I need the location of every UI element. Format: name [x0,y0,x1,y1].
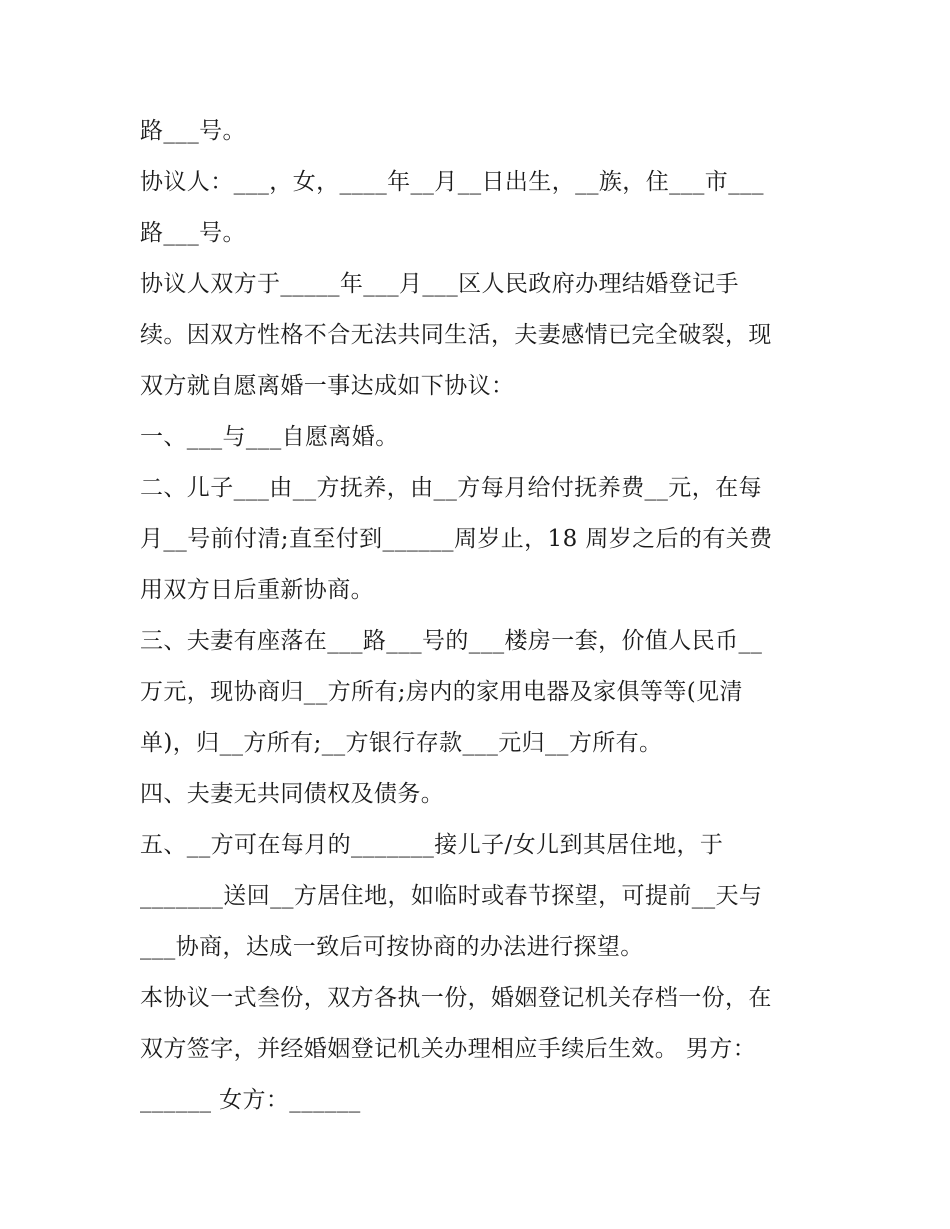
clause-4: 四、夫妻无共同债权及债务。 [140,781,445,807]
text-line: 续。因双方性格不合无法共同生活，夫妻感情已完全破裂，现 [140,322,772,348]
clause-2: 二、儿子___由__方抚养，由__方每月给付抚养费__元，在每 [140,475,762,501]
text-line: 路___号。 [140,220,246,246]
text-line: 双方签字，并经婚姻登记机关办理相应手续后生效。 男方： [140,1036,757,1062]
text-line: 协议人双方于_____年___月___区人民政府办理结婚登记手 [140,271,739,297]
clause-3: 三、夫妻有座落在___路___号的___楼房一套，价值人民币__ [140,628,763,654]
text-line: 协议人：___，女，____年__月__日出生，__族，住___市___ [140,169,764,195]
text-line: 双方就自愿离婚一事达成如下协议： [140,373,515,399]
text-line: 单)，归__方所有;__方银行存款___元归__方所有。 [140,730,663,756]
text-line: 用双方日后重新协商。 [140,577,374,603]
text-line: 路___号。 [140,118,246,144]
agreement-text [140,106,830,1126]
clause-1: 一、___与___自愿离婚。 [140,424,399,450]
signature-line: ______ 女方：______ [140,1087,361,1113]
text-line: _______送回__方居住地，如临时或春节探望，可提前__天与 [140,883,763,909]
text-line: 万元，现协商归__方所有;房内的家用电器及家俱等等(见清 [140,679,743,705]
closing-paragraph: 本协议一式叁份，双方各执一份，婚姻登记机关存档一份，在 [140,985,772,1011]
clause-5: 五、__方可在每月的_______接儿子/女儿到其居住地，于 [140,832,724,858]
text-line: 月__号前付清;直至付到______周岁止，18 周岁之后的有关费 [140,526,773,552]
text-line: ___协商，达成一致后可按协商的办法进行探望。 [140,934,644,960]
